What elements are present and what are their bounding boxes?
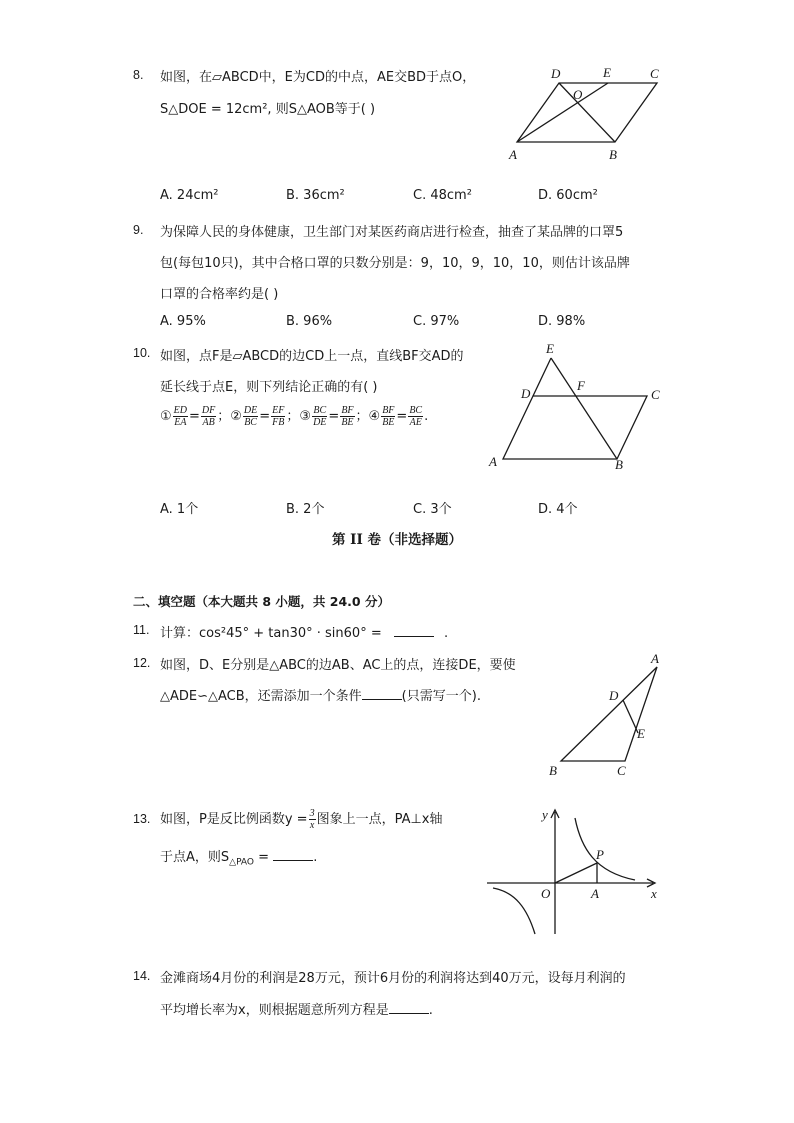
q9-choice-b[interactable]: B. 96%: [286, 314, 333, 329]
q10-choice-a[interactable]: A. 1个: [160, 502, 199, 517]
q13-stem-line1: [160, 808, 442, 831]
q10-label-c: C: [651, 387, 660, 402]
q10-parallelogram-figure: [485, 340, 665, 475]
section2-heading: 二、填空题（本大题共 8 小题，共 24.0 分）: [133, 594, 390, 609]
q10-parallelogram: [503, 396, 647, 459]
q13-hyperbola-branch-1: [575, 818, 635, 880]
q10-conclusion-3-mark: ③: [299, 409, 312, 424]
q8-choice-a[interactable]: A. 24cm²: [160, 188, 219, 203]
q12-stem-line2-a: △ADE∽△ACB，还需添加一个条件: [160, 689, 362, 704]
q13-hyperbola-branch-2: [493, 888, 535, 934]
q9-choice-d[interactable]: D. 98%: [538, 314, 586, 329]
q8-stem-line1: 如图，在▱ABCD中，E为CD的中点，AE交BD于点O，: [160, 70, 476, 85]
q10-frac-ef-fb: $\frac{EF}{FB}$: [272, 405, 285, 428]
q8-label-o: O: [573, 87, 583, 102]
q11-tail: .: [444, 626, 449, 641]
q9-stem-line3: 口罩的合格率约是( ): [160, 287, 279, 302]
part2-title: 第 II 卷（非选择题）: [331, 532, 463, 548]
q12-stem-line2: [160, 685, 481, 704]
q10-label-b: B: [615, 457, 623, 472]
q13-stem-line1-b: 图象上一点，PA⊥x轴: [316, 812, 443, 827]
q10-frac-bf-be-1: $\frac{BF}{BE}$: [341, 405, 354, 428]
q8-number: 8.: [133, 68, 144, 82]
q8-label-d: D: [551, 66, 561, 81]
q8-segment-ae: [517, 83, 608, 142]
q10-frac-de-bc: $\frac{DE}{BC}$: [243, 405, 258, 428]
q10-conclusions: ① $\frac{ED}{EA}$ = $\frac{DF}{AB}$ ；② $\frac{DE}{BC}$ = $\frac{EF}{FB}$ ；③ $\frac{BC}{DE}$ = $\frac{BF}{BE}$ ；④ $\frac{BF}{BE}$ = $\frac{BC}{AE}$ .: [160, 405, 429, 428]
q9-number: 9.: [133, 223, 144, 237]
q13-label-p: P: [596, 847, 604, 862]
q14-answer-blank[interactable]: [389, 1001, 429, 1014]
q13-number: 13.: [133, 812, 151, 826]
q11-expression: 计算：cos²45° + tan30° · sin60° =: [160, 626, 382, 641]
q11-number: 11.: [133, 623, 150, 637]
q10-frac-bf-be-2: $\frac{BF}{BE}$: [382, 405, 395, 428]
q13-segment-op: [555, 863, 597, 883]
q9-stem-line1: 为保障人民的身体健康，卫生部门对某医药商店进行检查，抽查了某品牌的口罩5: [160, 225, 624, 240]
q10-choice-b[interactable]: B. 2个: [286, 502, 325, 517]
q8-label-b: B: [609, 147, 617, 162]
q12-label-d: D: [609, 688, 619, 703]
q10-stem-line2: 延长线于点E，则下列结论正确的有( ): [160, 380, 378, 395]
q8-choice-c[interactable]: C. 48cm²: [413, 188, 472, 203]
q12-number: 12.: [133, 656, 151, 670]
q13-label-o: O: [541, 886, 551, 901]
q12-triangle-abc: [561, 667, 657, 761]
q12-stem-line1: 如图，D、E分别是△ABC的边AB、AC上的点，连接DE，要使: [160, 658, 516, 673]
q12-label-b: B: [549, 763, 557, 778]
q10-frac-df-ab: $\frac{DF}{AB}$: [201, 405, 216, 428]
q13-stem-line2-b: =: [258, 850, 270, 865]
q13-stem-line2-a: 于点A，则S: [160, 850, 230, 865]
q11-answer-blank[interactable]: [394, 624, 434, 637]
q13-tail: .: [313, 850, 318, 865]
q10-label-f: F: [577, 378, 585, 393]
q8-parallelogram-figure: [505, 62, 675, 167]
q13-stem-line2: [160, 846, 317, 868]
q14-stem-line2-text: 平均增长率为x，则根据题意所列方程是: [160, 1003, 389, 1018]
q8-label-e: E: [603, 65, 611, 80]
q10-conclusion-2-mark: ②: [230, 409, 242, 424]
q10-label-a: A: [489, 454, 497, 469]
q13-label-x: x: [651, 886, 657, 901]
q8-stem-line2: S△DOE = 12cm², 则S△AOB等于( ): [160, 102, 376, 117]
q13-stem-line1-a: 如图，P是反比例函数y =: [160, 812, 308, 827]
q10-choice-c[interactable]: C. 3个: [413, 502, 452, 517]
q9-choice-a[interactable]: A. 95%: [160, 314, 206, 329]
q8-label-c: C: [650, 66, 659, 81]
q9-choice-c[interactable]: C. 97%: [413, 314, 460, 329]
q10-frac-bc-ae: $\frac{BC}{AE}$: [409, 405, 423, 428]
q13-hyperbola-figure: [485, 800, 665, 940]
q10-conclusion-1-mark: ①: [160, 409, 172, 424]
q8-choice-d[interactable]: D. 60cm²: [538, 188, 598, 203]
q12-label-c: C: [617, 763, 626, 778]
q10-line-be: [551, 358, 617, 459]
q13-subscript: △PAO: [229, 857, 255, 868]
q10-conclusion-4-mark: ④: [368, 409, 381, 424]
q10-label-d: D: [521, 386, 531, 401]
q10-label-e: E: [546, 341, 554, 356]
q13-label-y: y: [542, 807, 548, 822]
q10-frac-ed-ea: $\frac{ED}{EA}$: [173, 405, 187, 428]
q12-label-e: E: [637, 726, 645, 741]
q10-stem-line1: 如图，点F是▱ABCD的边CD上一点，直线BF交AD的: [160, 349, 464, 364]
q8-choice-b[interactable]: B. 36cm²: [286, 188, 345, 203]
q13-answer-blank[interactable]: [273, 848, 313, 861]
q12-segment-de: [623, 700, 638, 733]
q14-stem-line1: 金滩商场4月份的利润是28万元，预计6月份的利润将达到40万元，设每月利润的: [160, 971, 626, 986]
q10-number: 10.: [133, 346, 151, 360]
q13-label-a: A: [591, 886, 599, 901]
q12-stem-line2-b: (只需写一个).: [401, 689, 481, 704]
q14-stem-line2: [160, 999, 433, 1018]
q14-tail: .: [428, 1003, 433, 1018]
q8-label-a: A: [509, 147, 517, 162]
q12-answer-blank[interactable]: [362, 687, 402, 700]
q13-fraction-3-over-x: $\frac{3}{x}$: [309, 808, 315, 831]
q12-label-a: A: [651, 651, 659, 666]
q10-frac-bc-de: $\frac{BC}{DE}$: [313, 405, 327, 428]
q9-stem-line2: 包(每包10只)，其中合格口罩的只数分别是：9，10，9，10，10，则估计该品牌: [160, 256, 630, 271]
q10-extension-de: [533, 358, 551, 396]
q11-stem: [160, 622, 448, 641]
q12-triangle-figure: [545, 648, 675, 783]
q10-choice-d[interactable]: D. 4个: [538, 502, 578, 517]
q14-number: 14.: [133, 969, 151, 983]
q8-diagonal-bd: [559, 83, 615, 142]
